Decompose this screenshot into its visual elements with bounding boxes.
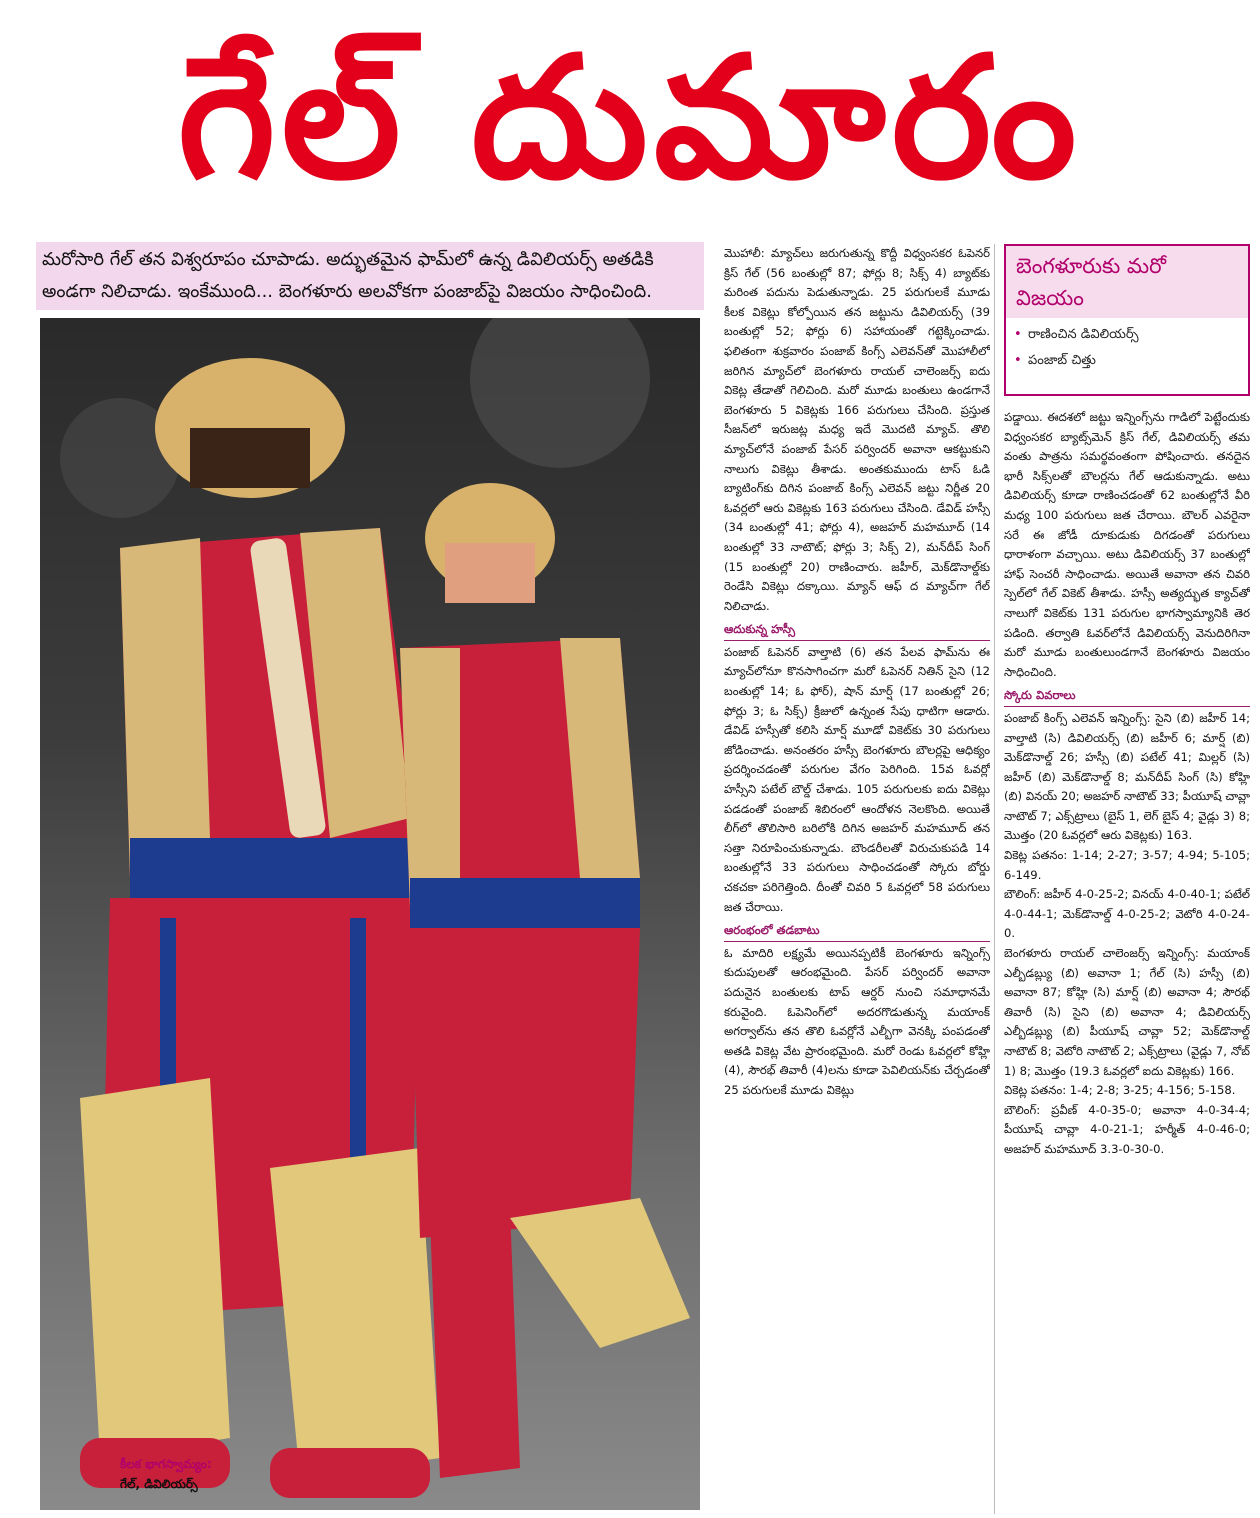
article-column-2 — [1004, 408, 1250, 1516]
scorecard-paragraph: బెంగళూరు రాయల్ చాలెంజర్స్ ఇన్నింగ్స్: మయాంక్ ఎల్బీడబ్ల్యు (బి) అవానా 1; గేల్ (సి) హస్సీ (బి) అవానా 87; కోహ్లి (సి) మార్ష్ (బి) అవానా 4; సౌరభ్ తివారీ (సి) సైని (బి) అవానా 4; డివిలియర్స్ ఎల్బీడబ్ల్యు (బి) పీయూష్ చావ్లా 52; మెక్‌డొనాల్డ్ నాటౌట్ 8; వెటోరి నాటౌట్ 2; ఎక్స్‌ట్రాలు (వైడ్లు 7, నోబ్ 1) 8; మొత్తం (19.3 ఓవర్లలో ఐదు వికెట్లకు) 166. — [1004, 946, 1250, 1078]
article-paragraph: పడ్డాయి. ఈదశలో జట్టు ఇన్నింగ్స్‌ను గాడిలో పెట్టేందుకు విధ్వంసకర బ్యాట్స్‌మెన్ క్రిస్ గేల్, డివిలియర్స్ తమ వంతు పాత్రను సమర్థవంతంగా పోషించారు. తనదైన భారీ సిక్స్‌లతో బౌలర్లను గేల్ ఆడుకున్నాడు. అటు డివిలియర్స్ కూడా రాణించడంతో 62 బంతుల్లోనే వీరి మధ్య 100 పరుగులు జత చేరాయి. బౌలర్ ఎవరైనా సరే ఈ జోడీ దూకుడుకు దిగడంతో పరుగులు ధారాళంగా వచ్చాయి. అటు డివిలియర్స్ 37 బంతుల్లో హాఫ్ సెంచరీ సాధించాడు. అయితే అవానా తన చివరి స్పెల్‌లో గేల్ వికెట్ తీశాడు. హస్సీ అత్యద్భుత క్యాచ్‌తో నాలుగో వికెట్‌కు 131 పరుగుల భాగస్వామ్యానికి తెర పడింది. తర్వాతి ఓవర్‌లోనే డివిలియర్స్ వెనుదిరిగినా మరో మూడు బంతులుండగానే బెంగళూరు విజయం సాధించింది. — [1004, 410, 1250, 679]
column-divider — [994, 244, 995, 1514]
player-gayle — [80, 358, 440, 1498]
highlight-list — [1006, 322, 1248, 374]
subheading: ఆదుకున్న హస్సీ — [724, 620, 990, 641]
article-paragraph: పంజాబ్ ఓపెనర్ వాల్తాటి (6) తన పేలవ ఫామ్‌ను ఈ మ్యాచ్‌లోనూ కొనసాగించగా మరో ఓపెనర్ నితిన్ సైని (12 బంతుల్లో 14; ఓ ఫోర్), షాన్ మార్ష్ (17 బంతుల్లో 26; ఫోర్లు 3; ఓ సిక్స్) క్రీజులో ఉన్నంత సేపు ధాటిగా ఆడారు. డేవిడ్ హస్సీతో కలిసి మార్ష్ మూడో వికెట్‌కు 30 పరుగులు జోడించాడు. అనంతరం హస్సీ బెంగళూరు బౌలర్లపై ఆధిక్యం ప్రదర్శించడంతో పరుగుల వేగం పెరిగింది. 15వ ఓవర్లో హస్సీని పటేల్ బౌల్డ్ చేశాడు. 105 పరుగులకు ఐదు వికెట్లు పడడంతో పంజాబ్ శిబిరంలో ఆందోళన నెలకొంది. అయితే లీగ్‌లో తొలిసారి బరిలోకి దిగిన అజహర్ మహమూద్ తన సత్తా నిరూపించుకున్నాడు. బౌండరీలతో విరుచుకుపడి 14 బంతుల్లోనే 33 పరుగులు సాధించడంతో స్కోరు బోర్డు చకచకా పరిగెత్తింది. దీంతో చివరి 5 ఓవర్లలో 58 పరుగులు జత చేరాయి. — [724, 644, 990, 914]
caption-text: గేల్, డివిలియర్స్ — [120, 1477, 198, 1491]
scorecard-paragraph: వికెట్ల పతనం: 1-4; 2-8; 3-25; 4-156; 5-158. — [1004, 1083, 1236, 1098]
match-photo — [40, 318, 700, 1510]
article-column-1 — [724, 244, 990, 1516]
scorecard-paragraph: పంజాబ్ కింగ్స్ ఎలెవన్ ఇన్నింగ్స్: సైని (బి) జహీర్ 14; వాల్తాటి (సి) డివిలియర్స్ (బి) జహీర్ 6; మార్ష్ (బి) మెక్‌డొనాల్డ్ 26; హస్సీ (బి) పటేల్ 41; మిల్లర్ (సి) జహీర్ (బి) మెక్‌డొనాల్డ్ 8; మన్‌దీప్ సింగ్ (సి) కోహ్లి (బి) వినయ్ 20; అజహర్ నాటౌట్ 33; పీయూష్ చావ్లా నాటౌట్ 7; ఎక్స్‌ట్రాలు (బైస్ 1, లెగ్ బైస్ 4; వైడ్లు 3) 8; మొత్తం (20 ఓవర్లలో ఆరు వికెట్లకు) 163. — [1004, 710, 1250, 843]
highlight-box — [1004, 244, 1250, 396]
highlight-title: బెంగళూరుకు మరో విజయం — [1006, 246, 1248, 318]
scorecard-paragraph: బౌలింగ్: జహీర్ 4-0-25-2; వినయ్ 4-0-40-1; పటేల్ 4-0-44-1; మెక్‌డొనాల్డ్ 4-0-25-2; వెటోరి 4-0-24-0. — [1004, 887, 1250, 941]
article-paragraph: ఓ మాదిరి లక్ష్యమే అయినప్పటికీ బెంగళూరు ఇన్నింగ్స్ కుదుపులతో ఆరంభమైంది. పేసర్ పర్విందర్ అవానా పదునైన బంతులకు టాప్ ఆర్డర్ నుంచి సమాధానమే కరువైంది. ఓపెనింగ్‌లో అదరగొడుతున్న మయాంక్ అగర్వాల్‌ను తన తొలి ఓవర్లోనే ఎల్బీగా వెనక్కి పంపడంతో అతడి వికెట్ల వేట ప్రారంభమైంది. మరో రెండు ఓవర్లలో కోహ్లి (4), సౌరభ్ తివారీ (4)లను కూడా పెవిలియన్‌కు చేర్చడంతో 25 పరుగులకే మూడు వికెట్లు — [724, 945, 990, 1097]
player-devilliers — [400, 483, 690, 1478]
subheading: స్కోరు వివరాలు — [1004, 686, 1250, 707]
article-paragraph: మొహాలీ: మ్యాచ్‌లు జరుగుతున్న కొద్దీ విధ్వంసకర ఓపెనర్ క్రిస్ గేల్ (56 బంతుల్లో 87; ఫోర్లు 8; సిక్స్ 4) బ్యాట్‌కు మరింత పదును పెడుతున్నాడు. 25 పరుగులకే మూడు కీలక వికెట్లు కోల్పోయిన తన జట్టును డివిలియర్స్ (39 బంతుల్లో 52; ఫోర్లు 6) సహాయంతో గట్టెక్కించాడు. ఫలితంగా శుక్రవారం పంజాబ్ కింగ్స్ ఎలెవన్‌తో మొహాలీలో జరిగిన మ్యాచ్‌లో బెంగళూరు రాయల్ చాలెంజర్స్ ఐదు వికెట్ల తేడాతో గెలిచింది. మరో మూడు బంతులు ఉండగానే బెంగళూరు 5 వికెట్లకు 166 పరుగులు చేసింది. ప్రస్తుత సీజన్‌లో ఇరుజట్ల మధ్య ఇదే మొదటి మ్యాచ్. తొలి మ్యాచ్‌లోనే పంజాబ్ పేసర్ పర్విందర్ అవానా ఆకట్టుకుని నాలుగు వికెట్లు తీశాడు. అంతకుముందు టాస్ ఓడి బ్యాటింగ్‌కు దిగిన పంజాబ్ కింగ్స్ ఎలెవన్ జట్టు నిర్ణీత 20 ఓవర్లలో ఆరు వికెట్లకు 163 పరుగులు చేసింది. డేవిడ్ హస్సీ (34 బంతుల్లో 41; ఫోర్లు 4), అజహర్ మహమూద్ (14 బంతుల్లో 33 నాటౌట్; ఫోర్లు 3; సిక్స్ 2), మన్‌దీప్ సింగ్ (15 బంతుల్లో 20) రాణించారు. జహీర్, మెక్‌డొనాల్డ్‌కు రెండేసి వికెట్లు దక్కాయి. మ్యాన్ ఆఫ్ ద మ్యాచ్‌గా గేల్ నిలిచాడు. — [724, 246, 990, 613]
scorecard-paragraph: వికెట్ల పతనం: 1-14; 2-27; 3-57; 4-94; 5-105; 6-149. — [1004, 848, 1250, 882]
caption-label: కీలక భాగస్వామ్యం: — [120, 1457, 212, 1471]
highlight-item: • రాణించిన డివిలియర్స్ — [1028, 322, 1248, 348]
subheading: ఆరంభంలో తడబాటు — [724, 921, 990, 942]
highlight-item: • పంజాబ్ చిత్తు — [1028, 348, 1248, 374]
batsmen-illustration — [40, 318, 700, 1510]
scorecard-paragraph: బౌలింగ్: ప్రవీణ్ 4-0-35-0; అవానా 4-0-34-4; పీయూష్ చావ్లా 4-0-21-1; హర్మీత్ 4-0-46-0; అజహర్ మహమూద్ 3.3-0-30-0. — [1004, 1102, 1250, 1156]
photo-caption — [120, 1454, 212, 1494]
headline: గేల్ దుమారం — [177, 20, 1083, 216]
lead-paragraph: మరోసారి గేల్ తన విశ్వరూపం చూపాడు. అద్భుతమైన ఫామ్‌లో ఉన్న డివిలియర్స్ అతడికి అండగా నిలిచాడు. ఇంకేముంది... బెంగళూరు అలవోకగా పంజాబ్‌పై విజయం సాధించింది. — [36, 242, 704, 310]
